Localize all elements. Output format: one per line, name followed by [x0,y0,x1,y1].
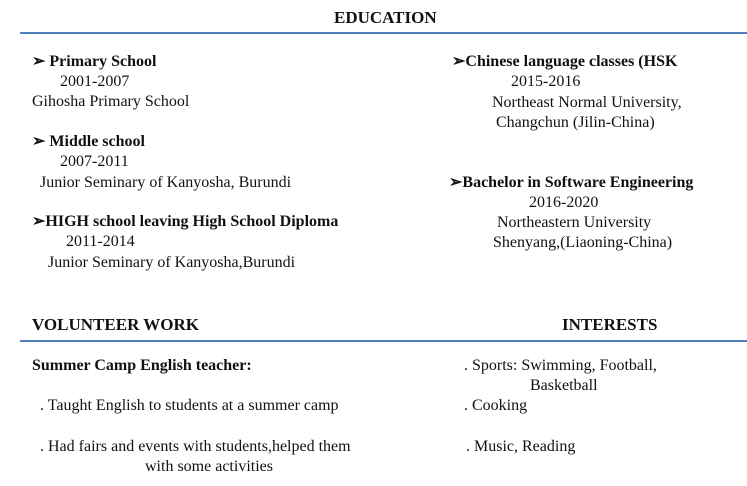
arrow-bullet-icon: ➢ [452,53,466,70]
interest-cooking: . Cooking [464,397,528,414]
chinese-classes-school-line1: Northeast Normal University, [492,94,682,111]
middle-school-years: 2007-2011 [60,153,129,170]
primary-school-name: Gihosha Primary School [32,93,190,110]
bachelor-years: 2016-2020 [529,194,599,211]
bachelor-heading [449,173,693,193]
middle-school-name: Junior Seminary of Kanyosha, Burundi [40,174,292,191]
volunteer-item-1: . Taught English to students at a summer camp [40,397,339,414]
high-school-years: 2011-2014 [66,233,135,250]
interest-sports-line1: . Sports: Swimming, Football, [464,357,657,374]
chinese-classes-label: Chinese language classes (HSK [465,53,678,70]
volunteer-item-2-line1: . Had fairs and events with students,helped them [40,438,351,455]
arrow-bullet-icon: ➢ [32,213,46,230]
arrow-bullet-icon: ➢ [32,133,46,150]
interests-title: INTERESTS [562,315,658,334]
education-divider [20,32,747,34]
arrow-bullet-icon: ➢ [449,174,463,191]
volunteer-item-2-line2: with some activities [145,458,273,475]
chinese-classes-school-line2: Changchun (Jilin-China) [496,114,655,131]
bachelor-school-line2: Shenyang,(Liaoning-China) [493,234,673,251]
chinese-classes-heading [452,52,677,72]
volunteer-role: Summer Camp English teacher: [32,357,252,374]
bachelor-school-line1: Northeastern University [497,214,652,231]
high-school-name: Junior Seminary of Kanyosha,Burundi [48,254,296,271]
education-title: EDUCATION [334,8,437,27]
primary-school-heading [32,52,157,72]
primary-school-label: Primary School [49,53,157,70]
volunteer-title: VOLUNTEER WORK [32,315,200,334]
chinese-classes-years: 2015-2016 [511,73,581,90]
interest-sports-line2: Basketball [530,377,598,394]
middle-school-label: Middle school [49,133,145,150]
high-school-heading [32,212,338,232]
interest-music-reading: . Music, Reading [466,438,576,455]
arrow-bullet-icon: ➢ [32,53,46,70]
volunteer-divider [20,340,747,342]
primary-school-years: 2001-2007 [60,73,130,90]
high-school-label: HIGH school leaving High School Diploma [45,213,339,230]
middle-school-heading [32,132,145,152]
bachelor-label: Bachelor in Software Engineering [462,174,694,191]
